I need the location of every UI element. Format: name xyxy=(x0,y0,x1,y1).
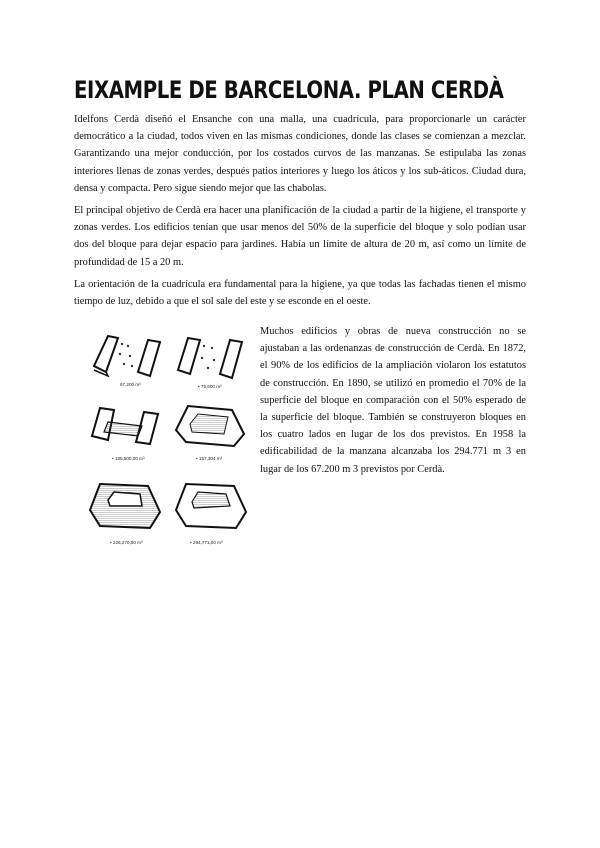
block-evolution-diagram-icon xyxy=(86,326,250,554)
paragraph-orientation: La orientación de la cuadrícula era fundamental para la higiene, ya que todas las fachadas tienen el mismo tiempo de luz, debido a que el sol sale del este y se esconde en el oeste. xyxy=(74,279,526,308)
block-6-diagram xyxy=(176,484,246,528)
paragraph-construction: Muchos edificios y obras de nueva construcción no se ajustaban a las ordenanzas de construcción de Cerdà. En 1872, el 90% de los edificios de la ampliación violaron los estatutos de construcción. En 1890, se utilizó en promedio el 70% de la superficie del bloque en comparación con el 50% esperado de la superficie del bloque. También se construyeron bloques en los cuatro lados en lugar de los dos previstos. En 1958 la edificabilidad de la manzana alcanzaba los 294.771 m 3 en lugar de los 67.200 m 3 previstos por Cerdà. xyxy=(260,326,526,475)
page-title: EIXAMPLE DE BARCELONA. PLAN CERDÀ xyxy=(74,76,504,104)
block-evolution-figure xyxy=(86,326,250,554)
caption-block-3: • 135,500,00 m³ xyxy=(112,456,145,461)
caption-block-6: • 294,771,00 m³ xyxy=(190,540,223,545)
block-4-diagram xyxy=(176,406,244,446)
paragraph-intro: Idelfons Cerdà diseñó el Ensanche con una malla, una cuadrícula, para proporcionarle un carácter democrático a la ciudad, todos viven en las mismas condiciones, donde las clases se comienzan a mezclar. Garantizando una mejor conducción, por los costados curvos de las manzanas. Se estipulaba las zonas interiores llenas de zonas verdes, después patios interiores y luego los áticos y los sub-áticos. Ciudad dura, densa y compacta. Pero sigue siendo mejor que las chabolas. xyxy=(74,114,526,194)
caption-block-2: • 75,600 m³ xyxy=(198,384,222,389)
caption-block-5: • 226,270,00 m³ xyxy=(110,540,143,545)
block-5-diagram xyxy=(90,484,160,528)
paragraph-objective: El principal objetivo de Cerdà era hacer una planificación de la ciudad a partir de la higiene, el transporte y zonas verdes. Los edificios tenían que usar menos del 50% de la superficie del bloque y solo podían usar dos del bloque para dejar espacio para jardines. Había un límite de altura de 20 m, así como un límite de profundidad de 15 a 20 m. xyxy=(74,205,526,268)
block-3-diagram xyxy=(92,408,158,444)
caption-block-4: • 157,304 m³ xyxy=(196,456,223,461)
caption-block-1: 67,200 m³ xyxy=(120,382,141,387)
block-1-diagram xyxy=(94,336,160,376)
block-2-diagram xyxy=(178,338,242,378)
